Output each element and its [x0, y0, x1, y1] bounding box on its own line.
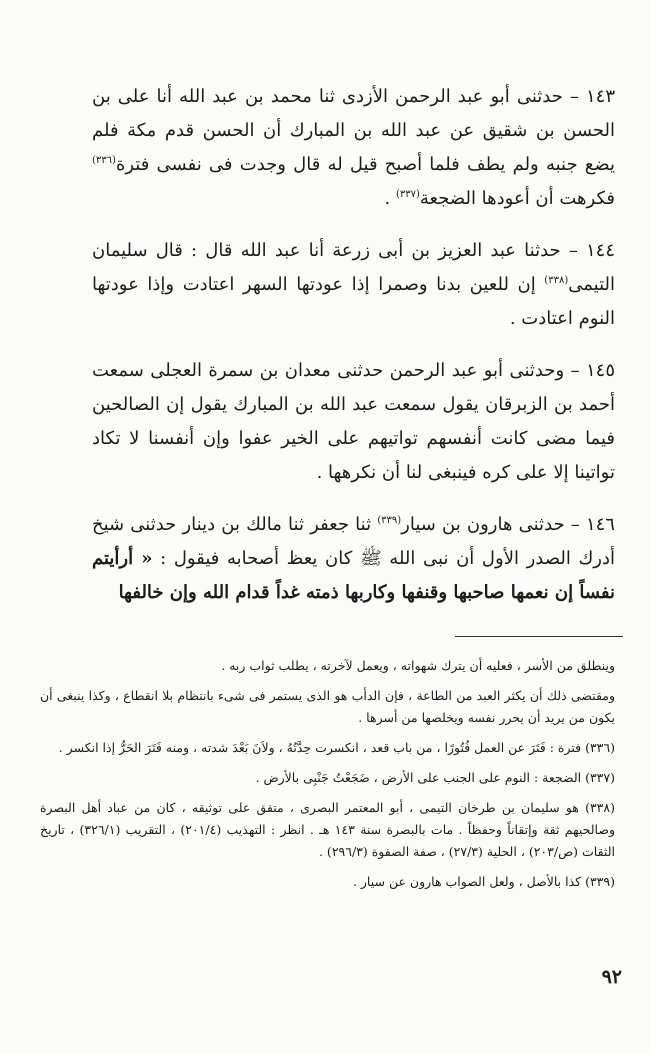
paragraph-146 [92, 508, 615, 610]
main-text [92, 80, 615, 628]
paragraph-144 [92, 234, 615, 336]
footnote-337: (٣٣٧) الضجعة : النوم على الجنب على الأرض ، ضَجَعْتُ جَنْبِى بالأرض . [255, 770, 615, 785]
paragraph-143-text-3: . [384, 188, 396, 209]
footnote-339: (٣٣٩) كذا بالأصل ، ولعل الصواب هارون عن سيار . [352, 874, 615, 889]
footnote-divider [455, 636, 623, 637]
footnotes [40, 655, 615, 901]
footnote-338: (٣٣٨) هو سليمان بن طرخان التيمى ، أبو المعتمر البصرى ، متفق على توثيقه ، كان من عباد أهل البصرة وصالحيهم ثقة وإتقاناً وحفظاً . مات بالبصرة سنة ١٤٣ هـ . انظر : التهذيب (٢٠١/٤) ، التقريب (٣٢٦/١) ، تاريخ الثقات (ص/٢٠٣) ، الحلية (٢٧/٣) ، صفة الصفوة (٢٩٦/٣) . [40, 800, 615, 859]
page-number: ٩٢ [601, 966, 622, 988]
paragraph-146-text-2: ثنا جعفر ثنا مالك بن دينار حدثنى شيخ أدرك الصدر الأول أن نبى الله ﷺ كان يعظ أصحابه فيقول : [92, 514, 615, 569]
paragraph-145 [92, 354, 615, 490]
hadith-quote: « أرأيتم نفساً إن نعمها صاحبها وقنفها وكاربها ذمته غداً قدام الله وإن خالفها [92, 548, 615, 603]
footnote-ref-336: (٣٣٦) [92, 155, 116, 166]
footnote-continuation-1: وينطلق من الأسر ، فعليه أن يترك شهواته ، ويعمل لآخرته ، يطلب ثواب ربه . [221, 658, 615, 673]
footnote-336: (٣٣٦) فترة : فَتَرَ عن العمل فُتُورًا ، من باب قعد ، انكسرت حِدَّتُهُ ، ولاَنَ بَعْدَ شدته ، ومنه فَتَرَ الحَرُّ إذا انكسر . [58, 740, 615, 755]
paragraph-143-text-2: فكرهت أن أعودها الضجعة [419, 188, 615, 209]
footnote-continuation-2: ومقتضى ذلك أن يكثر العبد من الطاعة ، فإن الدأب هو الذى يستمر فى شىء بانتظام بلا انقطاع ، وكذا ينبغى أن يكون من يريد أن يحرر نفسه ويخلصها من أسرها . [40, 688, 615, 725]
paragraph-144-text-2: إن للعين بدنا وصمرا إذا عودتها السهر اعتادت وإذا عودتها النوم اعتادت . [92, 274, 615, 329]
paragraph-146-text: ١٤٦ – حدثنى هارون بن سيار [401, 514, 615, 535]
paragraph-145-text: ١٤٥ – وحدثنى أبو عبد الرحمن حدثنى معدان بن سمرة العجلى سمعت أحمد بن الزبرقان يقول سمعت عبد الله بن المبارك يقول إن الصالحين فيما مضى كانت أنفسهم تواتيهم على الخير عفوا وإن أنفسنا لا تكاد تواتينا إلا على كره فينبغى لنا أن نكرهها . [92, 360, 615, 483]
footnote-ref-337: (٣٣٧) [395, 189, 420, 200]
paragraph-144-text: ١٤٤ – حدثنا عبد العزيز بن أبى زرعة أنا عبد الله قال : قال سليمان التيمى [92, 240, 615, 295]
paragraph-143 [92, 80, 615, 216]
footnote-ref-339: (٣٣٩) [377, 515, 402, 526]
paragraph-143-text: ١٤٣ – حدثنى أبو عبد الرحمن الأزدى ثنا محمد بن عبد الله أنا على بن الحسن بن شقيق عن عبد الله بن المبارك أن الحسن قدم مكة فلم يضع جنبه ولم يطف فلما أصبح قيل له قال وجدت فى نفسى فترة [92, 86, 615, 175]
footnote-ref-338: (٣٣٨) [544, 275, 569, 286]
